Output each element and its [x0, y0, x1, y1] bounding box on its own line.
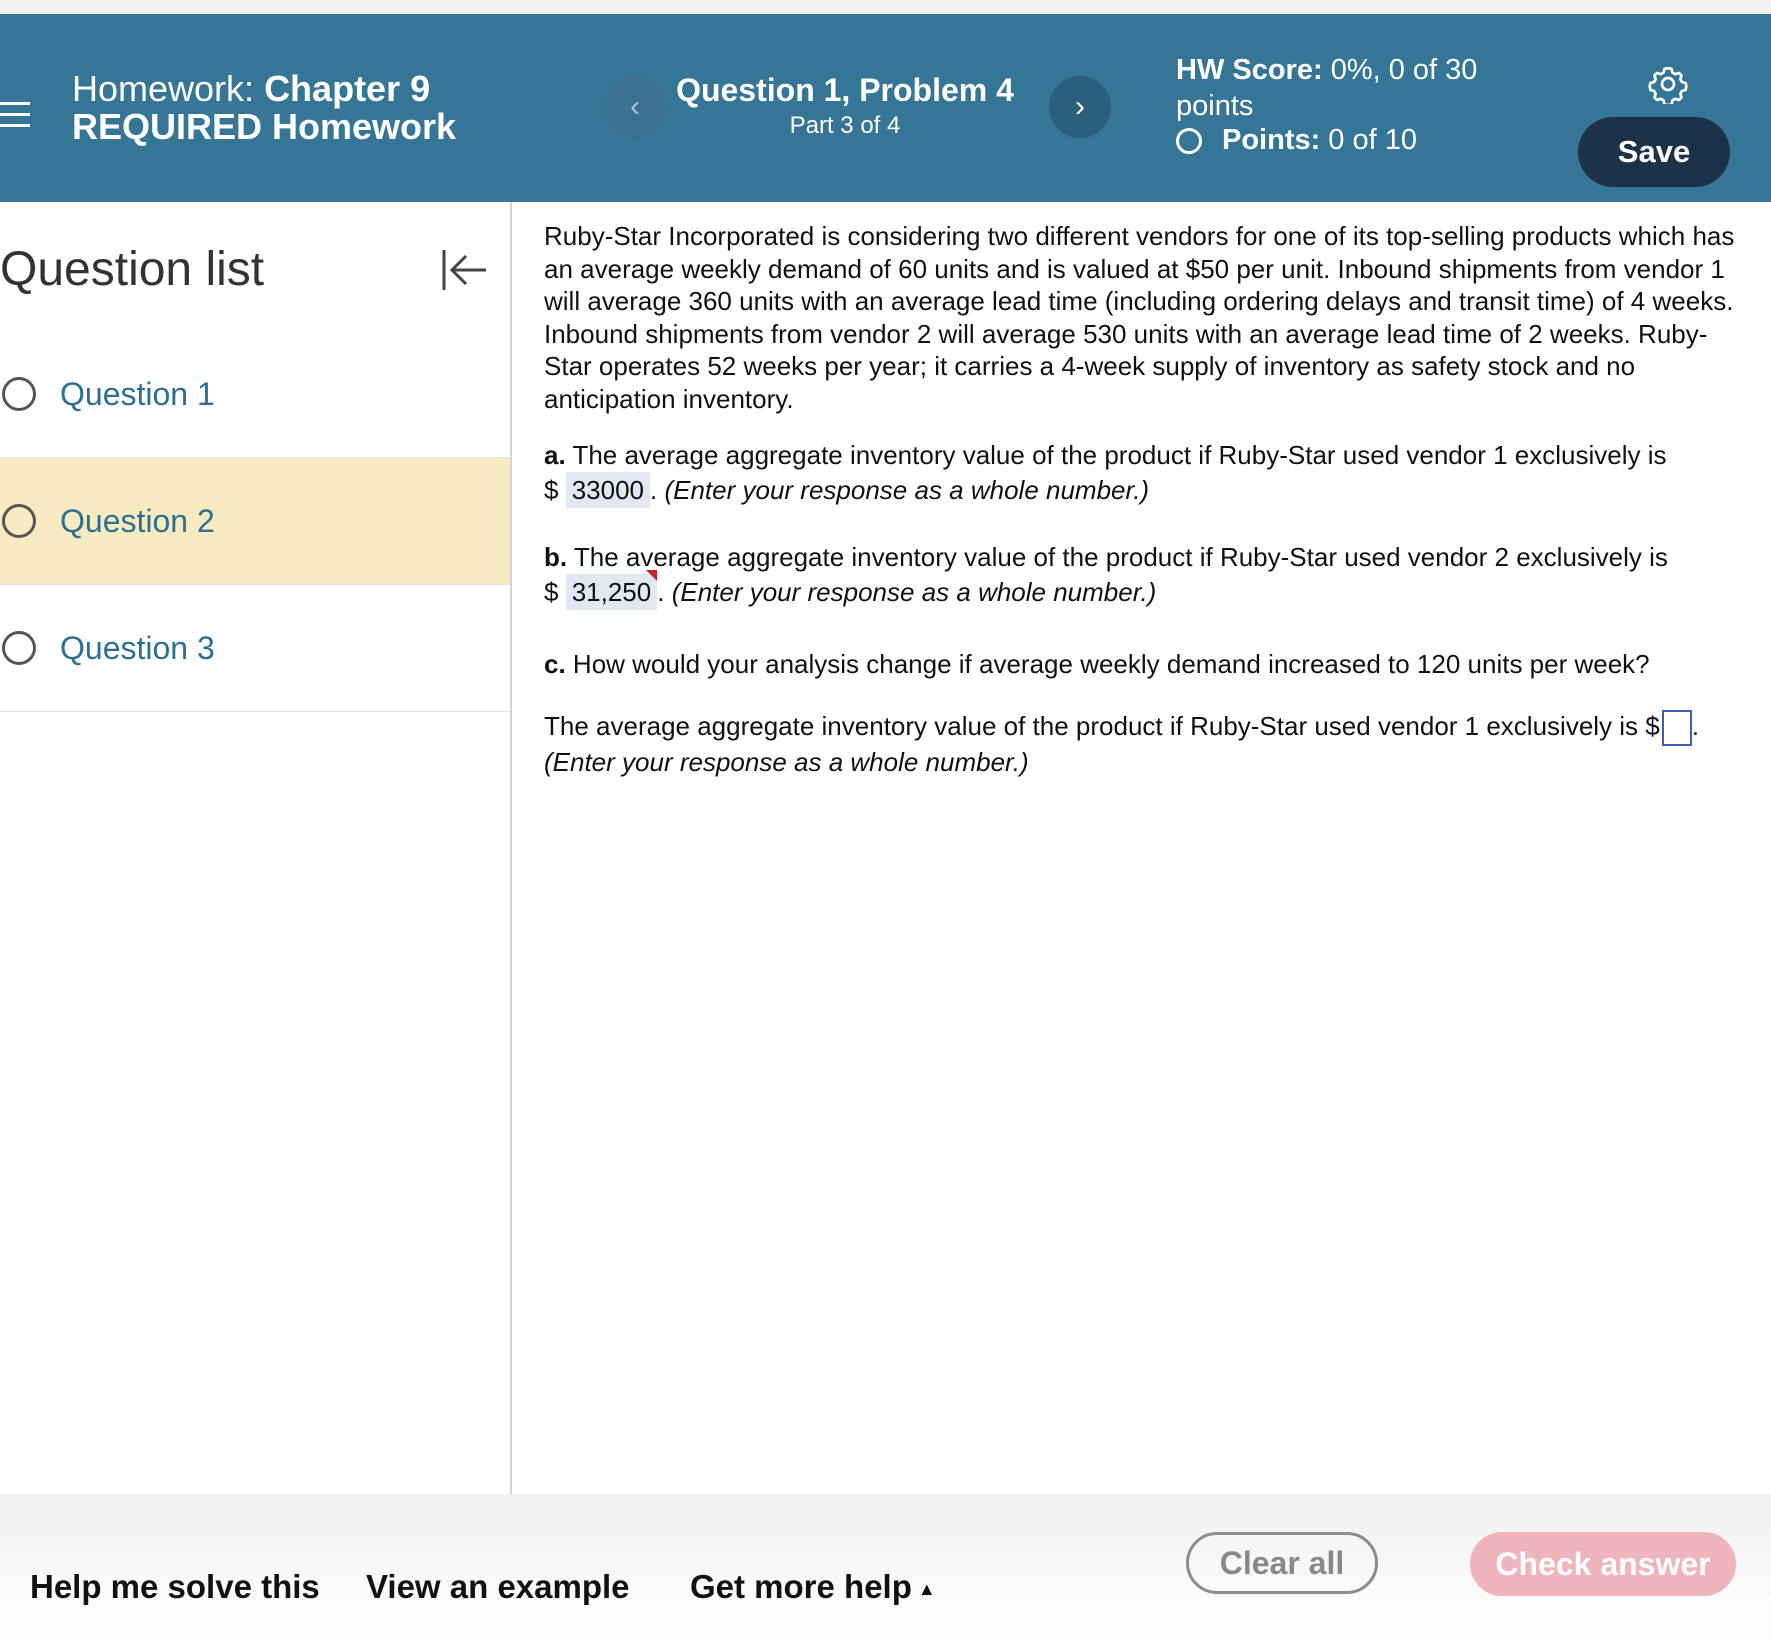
question-list-title: Question list	[0, 243, 265, 296]
save-button[interactable]: Save	[1578, 117, 1730, 187]
question-title: Question 1, Problem 4	[676, 72, 1014, 108]
hw-score-value: 0%, 0 of 30	[1330, 54, 1478, 86]
hw-score-label: HW Score:	[1176, 54, 1323, 86]
points-value: 0 of 10	[1328, 124, 1417, 156]
question-part: Part 3 of 4	[789, 112, 901, 139]
part-b-currency: $	[544, 576, 559, 607]
view-example-button[interactable]: View an example	[366, 1568, 630, 1605]
gear-icon[interactable]	[1648, 64, 1688, 104]
top-strip	[0, 0, 1771, 14]
points-label: Points:	[1222, 124, 1321, 156]
part-b-answer[interactable]	[566, 574, 658, 610]
question-list-sidebar	[0, 202, 512, 1494]
part-c-text: How would your analysis change if average weekly demand increased to 120 units per week?	[565, 649, 1650, 679]
caret-up-icon: ▲	[917, 1578, 936, 1599]
check-answer-button[interactable]: Check answer	[1470, 1532, 1736, 1596]
get-more-help-button[interactable]	[690, 1568, 936, 1606]
part-a: a. The average aggregate inventory value of the product if Ruby-Star used vendor 1 exclusively is $ 33000 . (Enter your response as a whole number.)	[544, 439, 1744, 508]
part-b-label: b.	[544, 542, 568, 572]
points-status-icon	[1176, 128, 1202, 154]
help-me-solve-button[interactable]: Help me solve this	[30, 1568, 320, 1605]
question-item-label: Question 2	[60, 502, 215, 539]
part-a-answer[interactable]: 33000	[566, 472, 650, 508]
part-a-currency: $	[544, 474, 559, 505]
get-more-help-label: Get more help	[690, 1568, 912, 1605]
part-b-instruction: (Enter your response as a whole number.)	[671, 576, 1157, 607]
homework-name-line1: Chapter 9	[264, 68, 431, 109]
hw-score	[1176, 52, 1506, 124]
question-intro: Ruby-Star Incorporated is considering two different vendors for one of its top-selling products which has an average weekly demand of 60 units and is valued at $50 per unit. Inbound shipments from vendor 1 will average 360 units with an average lead time (including ordering delays and transit time) of 4 weeks. Inbound shipments from vendor 2 will average 530 units with an average lead time of 2 weeks. Ruby-Star operates 52 weeks per year; it carries a 4-week supply of inventory as safety stock and no anticipation inventory.	[544, 221, 1735, 414]
homework-name-line2: REQUIRED Homework	[72, 106, 457, 147]
part-b: b. The average aggregate inventory value of the product if Ruby-Star used vendor 2 exclusively is $ 31,250 . (Enter your response as a whole number.)	[544, 541, 1744, 610]
points-row	[1176, 124, 1417, 157]
header-bar	[0, 14, 1771, 202]
part-c-instruction: (Enter your response as a whole number.)	[544, 747, 1029, 778]
hamburger-menu-icon[interactable]	[0, 102, 30, 128]
part-a-text: The average aggregate inventory value of the product if Ruby-Star used vendor 1 exclusively is	[565, 440, 1667, 470]
part-a-instruction: (Enter your response as a whole number.)	[664, 474, 1150, 505]
status-circle-icon	[2, 631, 36, 665]
part-c-followup-text: The average aggregate inventory value of the product if Ruby-Star used vendor 1 exclusively is $	[544, 711, 1660, 741]
question-list-item-1[interactable]	[0, 331, 510, 458]
chevron-right-icon: ›	[1075, 90, 1085, 123]
part-a-label: a.	[544, 440, 566, 470]
chevron-left-icon: ‹	[630, 90, 640, 123]
hw-score-suffix: points	[1176, 90, 1254, 122]
question-list-item-3[interactable]	[0, 585, 510, 712]
question-item-label: Question 1	[60, 375, 215, 412]
part-b-answer-value: 31,250	[571, 576, 652, 607]
incorrect-flag-icon	[646, 570, 657, 581]
collapse-sidebar-icon[interactable]	[440, 248, 488, 292]
clear-all-button[interactable]: Clear all	[1186, 1532, 1378, 1594]
homework-prefix: Homework:	[72, 68, 255, 109]
homework-title	[72, 70, 456, 146]
part-b-text: The average aggregate inventory value of the product if Ruby-Star used vendor 2 exclusively is	[567, 542, 1668, 572]
part-c-answer-input[interactable]	[1662, 710, 1692, 746]
next-question-button[interactable]	[1049, 76, 1111, 138]
question-item-label: Question 3	[60, 629, 215, 666]
part-c	[544, 648, 1744, 681]
footer-bar	[0, 1494, 1771, 1642]
status-circle-icon	[2, 504, 36, 538]
question-list-item-2[interactable]	[0, 458, 510, 585]
part-c-label: c.	[544, 649, 566, 679]
part-c-followup: The average aggregate inventory value of the product if Ruby-Star used vendor 1 exclusively is $ . (Enter your response as a whole number.)	[544, 711, 1699, 778]
status-circle-icon	[2, 377, 36, 411]
